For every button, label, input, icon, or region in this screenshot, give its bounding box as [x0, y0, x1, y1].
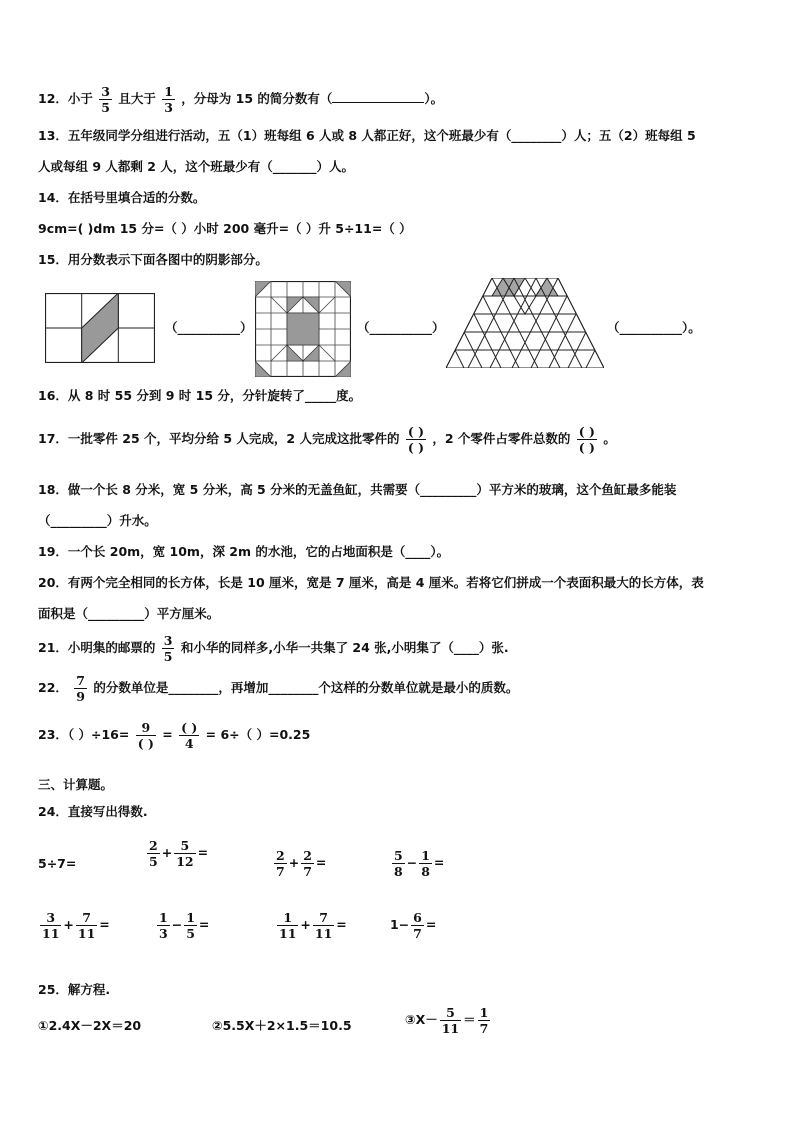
question-12: 12．小于 $\frac{3}{5}$ 且大于 $\frac{1}{3}$ ，分母为 15 的简分数有（ ）。 — [38, 84, 444, 115]
question-17: 17．一批零件 25 个，平均分给 5 人完成，2 人完成这批零件的 $\frac{( )}{( )}$ ，2 个零件占零件总数的 $\frac{( )}{( )}$ 。 — [38, 424, 616, 455]
question-13-line2: 人或每组 9 人都剩 2 人，这个班最少有（_______）人。 — [38, 159, 355, 174]
figure-square-grid — [255, 281, 351, 377]
figure-triangle-trapezoid — [446, 278, 604, 371]
section-3-heading: 三、计算题。 — [38, 777, 114, 792]
question-14-title: 14．在括号里填合适的分数。 — [38, 190, 206, 205]
question-25-title: 25．解方程. — [38, 982, 111, 997]
calc-3: $\frac{2}{7}$ + $\frac{2}{7}$ = — [276, 848, 327, 879]
calc-7: $\frac{1}{11}$ + $\frac{7}{11}$ = — [279, 910, 347, 941]
calc-1: 5÷7= — [38, 856, 77, 871]
question-18-line2: （_________）升水。 — [38, 513, 157, 528]
calc-8: 1− $\frac{6}{7}$ = — [390, 910, 437, 941]
question-24-title: 24．直接写出得数. — [38, 804, 148, 819]
question-19: 19．一个长 20m，宽 10m，深 2m 的水池，它的占地面积是（____）。 — [38, 544, 450, 559]
question-20-line1: 20．有两个完全相同的长方体，长是 10 厘米，宽是 7 厘米，高是 4 厘米。若将它们拼成一个表面积最大的长方体，表 — [38, 575, 704, 590]
calc-4: $\frac{5}{8}$ − $\frac{1}{8}$ = — [394, 848, 445, 879]
calc-2: $\frac{2}{5}$ + $\frac{5}{12}$ = — [149, 838, 209, 869]
question-13-line1: 13．五年级同学分组进行活动，五（1）班每组 6 人或 8 人都正好，这个班最少有（________）人；五（2）班每组 5 — [38, 128, 696, 143]
answer-figure-1: （__________） — [165, 320, 253, 335]
answer-figure-3: （__________）。 — [607, 320, 701, 335]
equation-3: ③X－ $\frac{5}{11}$ ＝ $\frac{1}{7}$ — [405, 1005, 489, 1036]
calc-5: $\frac{3}{11}$ + $\frac{7}{11}$ = — [42, 910, 110, 941]
figure-rectangle-grid — [45, 293, 155, 366]
question-22: 22． $\frac{7}{9}$ 的分数单位是________，再增加________个这样的分数单位就是最小的质数。 — [38, 673, 519, 704]
equation-1: ①2.4X－2X＝20 — [38, 1018, 142, 1033]
equation-2: ②5.5X＋2×1.5＝10.5 — [212, 1018, 352, 1033]
question-15-title: 15．用分数表示下面各图中的阴影部分。 — [38, 252, 268, 267]
question-21: 21．小明集的邮票的 $\frac{3}{5}$ 和小华的同样多,小华一共集了 24 张,小明集了（____）张. — [38, 633, 509, 664]
question-18-line1: 18．做一个长 8 分米，宽 5 分米，高 5 分米的无盖鱼缸，共需要（_________）平方米的玻璃，这个鱼缸最多能装 — [38, 482, 677, 497]
question-20-line2: 面积是（_________）平方厘米。 — [38, 606, 220, 621]
question-23: 23．（ ）÷16= $\frac{9}{( )}$ = $\frac{( )}{4}$ = 6÷（ ）=0.25 — [38, 720, 311, 751]
question-16: 16．从 8 时 55 分到 9 时 15 分，分针旋转了_____度。 — [38, 388, 362, 403]
answer-figure-2: （__________） — [357, 320, 445, 335]
calc-6: $\frac{1}{3}$ − $\frac{1}{5}$ = — [159, 910, 210, 941]
question-14-items: 9cm=( )dm 15 分=（ ）小时 200 毫升=（ ）升 5÷11=（ ） — [38, 221, 412, 236]
